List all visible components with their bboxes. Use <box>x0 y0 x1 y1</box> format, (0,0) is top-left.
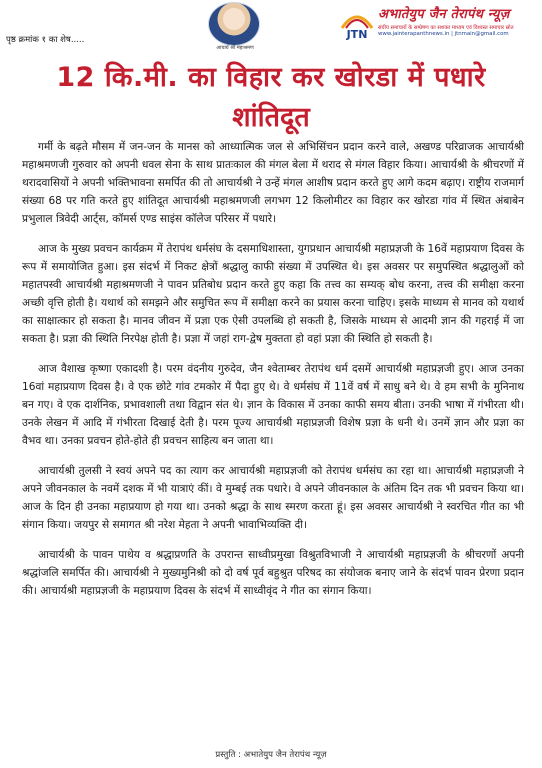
page-continuation-note: पृष्ठ क्रमांक १ का शेष..... <box>6 35 85 45</box>
publication-contact[interactable]: www.jainterapanthnews.in | jtnmain@gmail.com <box>378 31 509 37</box>
article-paragraph: आज वैशाख कृष्णा एकादशी है। परम वंदनीय गुरुदेव, जैन श्वेताम्बर तेरापंथ धर्म दसमें आचार्यश्री महाप्रज्ञजी हुए। आज उनका 16वां महाप्रयाण दिवस है। वे एक छोटे गांव टमकोर में पैदा हुए थे। वे धर्मसंघ में 11वें वर्ष में साधु बने थे। वे हम सभी के मुनिनाथ बन गए। वे एक दार्शनिक, प्रभावशाली तथा विद्वान संत थे। ज्ञान के विकास में उनका काफी समय बीता। उनकी भाषा में गंभीरता थी। उनके लेखन में आदि में गंभीरता दिखाई देती है। परम पूज्य आचार्यश्री महाप्रज्ञजी विशेष प्रज्ञा के धनी थे। उनमें ज्ञान और प्रज्ञा का वैभव था। उनका प्रवचन होते-होते ही प्रवचन साहित्य बन जाता था। <box>22 363 524 447</box>
article-headline <box>0 58 542 138</box>
acharya-portrait-image <box>208 2 260 46</box>
article-paragraph: आचार्यश्री तुलसी ने स्वयं अपने पद का त्याग कर आचार्यश्री महाप्रज्ञजी को तेरापंथ धर्मसंघ का रहा था। आचार्यश्री महाप्रज्ञजी ने अपने जीवनकाल के नवमें दशक में भी यात्राएं कीं। वे मुम्बई तक पधारे। वे अपने जीवनकाल के अंतिम दिन तक भी प्रवचन किया था। आज के दिन ही उनका महाप्रयाण हो गया था। उनको श्रद्धा के साथ स्मरण करता हूं। इस अवसर आचार्यश्री ने स्वरचित गीत का भी संगान किया। जयपुर से समागत श्री नरेश मेहता ने अपनी भावाभिव्यक्ति दी। <box>22 465 524 531</box>
article-body <box>22 138 524 612</box>
headline-line-1: 12 कि.मी. का विहार कर खोरडा में पधारे <box>56 62 486 93</box>
article-paragraph: आज के मुख्य प्रवचन कार्यक्रम में तेरापंथ धर्मसंघ के दसमाधिशास्ता, युगप्रधान आचार्यश्री महाप्रज्ञजी के 16वें महाप्रयाण दिवस के रूप में समायोजित हुआ। इस संदर्भ में निकट क्षेत्रों श्रद्धालु काफी संख्या में उपस्थित थे। इस अवसर पर समुपस्थित श्रद्धालुओं को महातपस्वी आचार्यश्री महाश्रमणजी ने पावन प्रतिबोध प्रदान करते हुए कहा कि तत्त्व का सम्यक् बोध करना, तत्त्व की समीक्षा करना अच्छी वृत्ति होती है। यथार्थ को समझने और समुचित रूप में समीक्षा करने का प्रयास करना चाहिए। इसके माध्यम से मानव को यथार्थ का साक्षात्कार हो सकता है। मानव जीवन में प्रज्ञा एक ऐसी उपलब्धि हो सकती है, जिसके माध्यम से आदमी ज्ञान की गहराई में जा सकता है। प्रज्ञा की स्थिति निरपेक्ष होती है। प्रज्ञा में जहां राग-द्वेष मुक्तता हो वहां प्रज्ञा की स्थिति हो सकती है। <box>22 243 524 345</box>
headline-line-2: शांतिदूत <box>232 102 310 133</box>
portrait-caption: आचार्य श्री महाश्रमण <box>216 45 254 51</box>
footer-credit: प्रस्तुति : अभातेयुप जैन तेरापंथ न्यूज़ <box>215 750 327 760</box>
page-header <box>0 0 542 54</box>
publication-name: अभातेयुप जैन तेरापंथ न्यूज़ <box>378 7 510 22</box>
jtn-logo-icon <box>338 8 376 40</box>
logo-letters: JTN <box>346 28 368 40</box>
article-paragraph: गर्मी के बढ़ते मौसम में जन-जन के मानस को आध्यात्मिक जल से अभिसिंचन प्रदान करने वाले, अखण्ड परिव्राजक आचार्यश्री महाश्रमणजी गुरुवार को अपनी धवल सेना के साथ प्रातःकाल की मंगल बेला में थराद से मंगल विहार किया। आचार्यश्री के श्रीचरणों में थरादवासियों ने अपनी भक्तिभावना समर्पित की तो आचार्यश्री ने उन्हें मंगल आशीष प्रदान करते हुए आगे कदम बढ़ाए। राष्ट्रीय राजमार्ग संख्या 68 पर गति करते हुए शांतिदूत आचार्यश्री महाश्रमणजी लगभग 12 किलोमीटर का विहार कर खोरडा गांव में स्थित अंबाबेन प्रभुलाल त्रिवेदी आर्ट्स, कॉमर्स एण्ड साइंस कॉलेज परिसर में पधारे। <box>22 141 524 225</box>
article-paragraph: आचार्यश्री के पावन पाथेय व श्रद्धाप्रणति के उपरान्त साध्वीप्रमुखा विश्रुतविभाजी ने आचार्यश्री महाप्रज्ञजी के श्रीचरणों अपनी श्रद्धांजलि समर्पित की। आचार्यश्री ने मुख्यमुनिश्री को दो वर्ष पूर्व बहुश्रुत परिषद का संयोजक बनाए जाने के संदर्भ पावन प्रेरणा प्रदान की। आचार्यश्री महाप्रज्ञजी के महाप्रयाण दिवस के संदर्भ में साध्वीवृंद ने गीत का संगान किया। <box>22 549 524 597</box>
publication-tagline: संघीय समाचारों के सम्प्रेषण का सशक्त माध्यम एवं विश्वस्त समाचार स्रोत <box>378 25 514 31</box>
